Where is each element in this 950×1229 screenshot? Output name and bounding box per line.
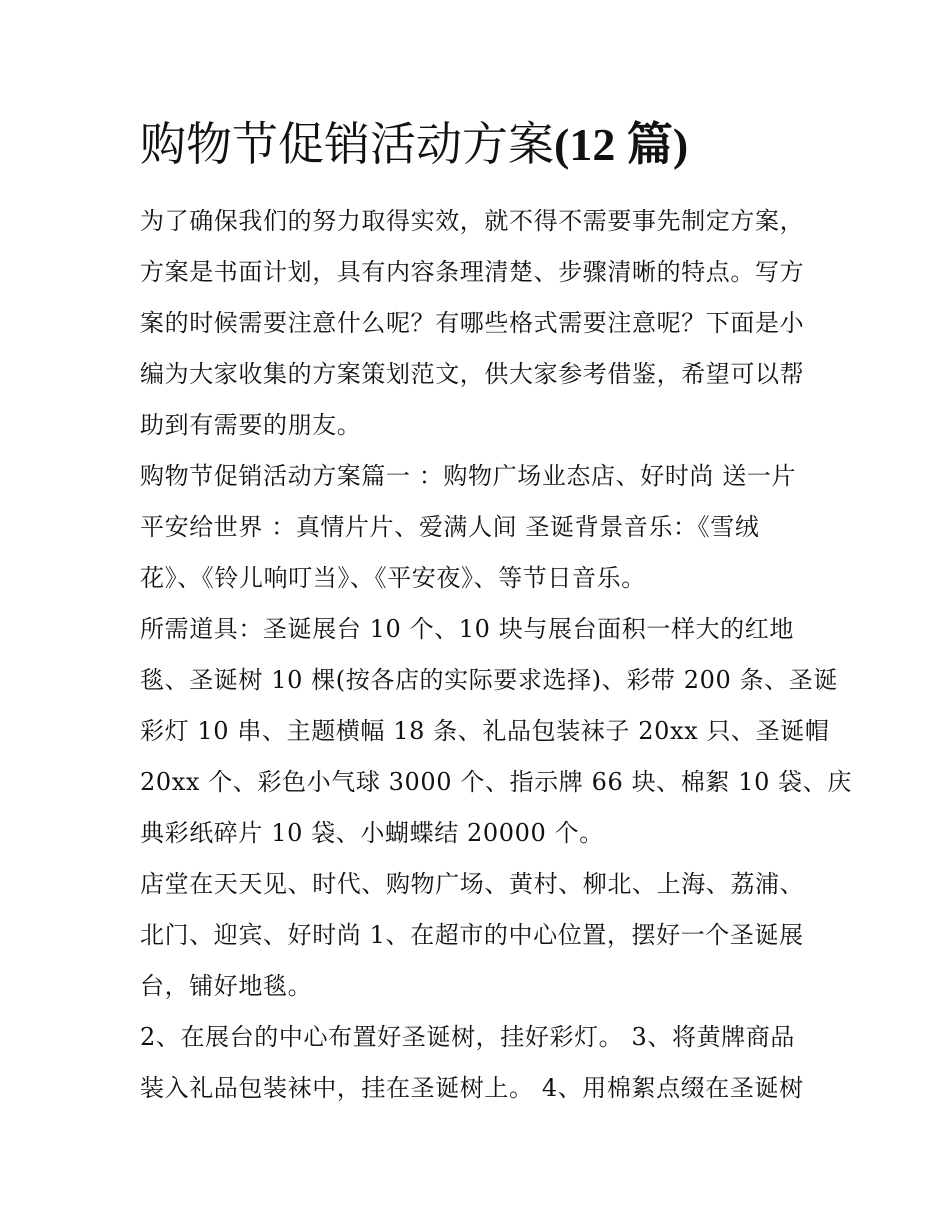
body-line: 方案是书面计划，具有内容条理清楚、步骤清晰的特点。写方 xyxy=(140,258,805,286)
body-line: 2、在展台的中心布置好圣诞树，挂好彩灯。 3、将黄牌商品 xyxy=(140,1023,795,1051)
body-line: 为了确保我们的努力取得实效，就不得不需要事先制定方案， xyxy=(140,207,805,235)
body-line: 毯、圣诞树 10 棵(按各店的实际要求选择)、彩带 200 条、圣诞 xyxy=(140,666,838,694)
body-line: 案的时候需要注意什么呢？有哪些格式需要注意呢？下面是小 xyxy=(140,309,805,337)
body-line: 台，铺好地毯。 xyxy=(140,972,313,1000)
body-line: 助到有需要的朋友。 xyxy=(140,411,362,439)
body-line: 编为大家收集的方案策划范文，供大家参考借鉴，希望可以帮 xyxy=(140,360,805,388)
body-line: 典彩纸碎片 10 袋、小蝴蝶结 20000 个。 xyxy=(140,819,604,847)
body-line: 20xx 个、彩色小气球 3000 个、指示牌 66 块、棉絮 10 袋、庆 xyxy=(140,768,852,796)
body-line: 装入礼品包装袜中，挂在圣诞树上。 4、用棉絮点缀在圣诞树 xyxy=(140,1074,804,1102)
body-line: 所需道具：圣诞展台 10 个、10 块与展台面积一样大的红地 xyxy=(140,615,794,643)
body-line: 彩灯 10 串、主题横幅 18 条、礼品包装袜子 20xx 只、圣诞帽 xyxy=(140,717,830,745)
document-body xyxy=(140,196,852,1114)
body-line: 店堂在天天见、时代、购物广场、黄村、柳北、上海、荔浦、 xyxy=(140,870,805,898)
document-title xyxy=(140,112,860,177)
body-line: 北门、迎宾、好时尚 1、在超市的中心位置，摆好一个圣诞展 xyxy=(140,921,804,949)
body-line: 购物节促销活动方案篇一 ：购物广场业态店、好时尚 送一片 xyxy=(140,462,797,490)
body-line: 花》、《铃儿响叮当》、《平安夜》、等节日音乐。 xyxy=(140,564,646,592)
title-count: (12 篇) xyxy=(554,119,689,170)
body-line: 平安给世界 ：真情片片、爱满人间 圣诞背景音乐：《雪绒 xyxy=(140,513,760,541)
title-text: 购物节促销活动方案 xyxy=(140,117,554,171)
